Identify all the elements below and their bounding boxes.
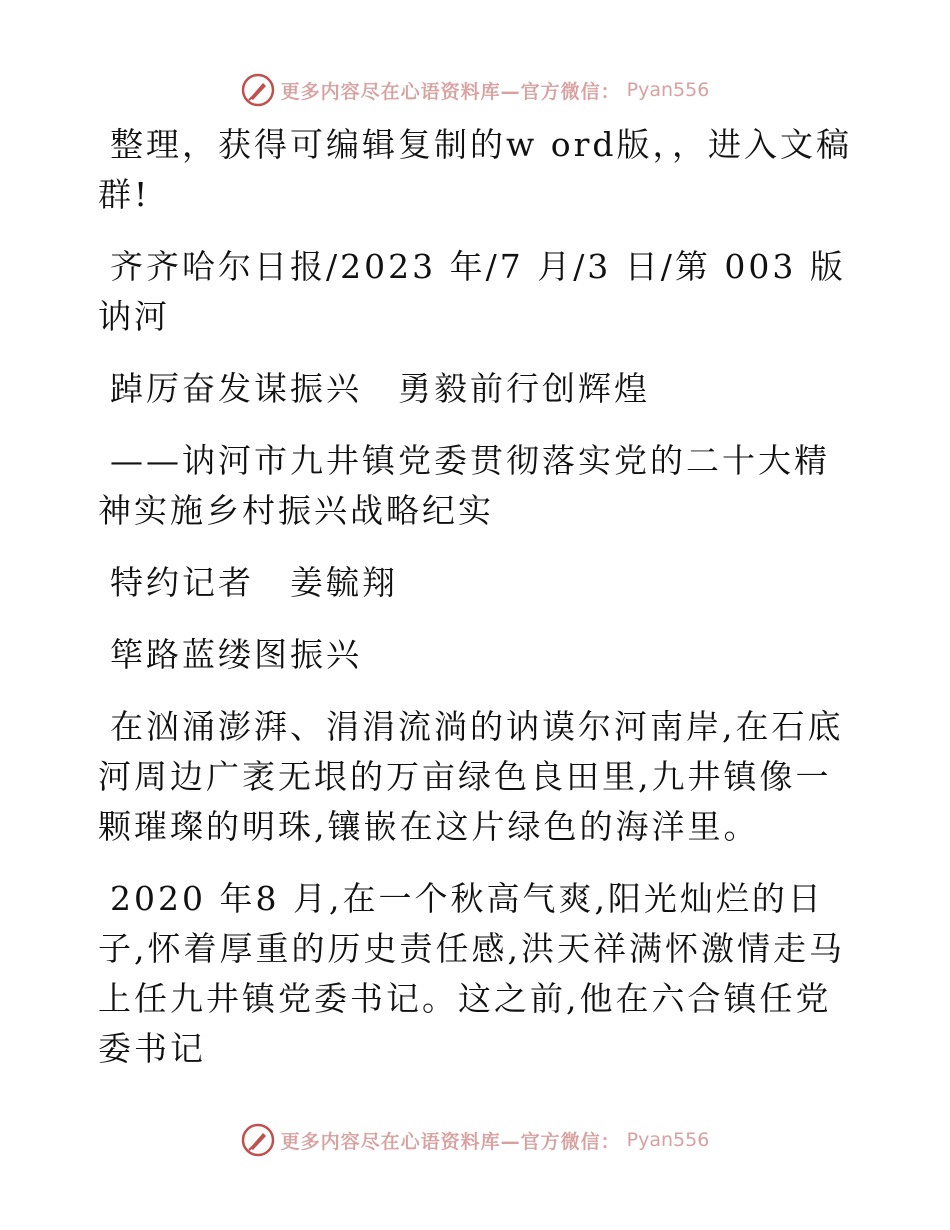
watermark-wechat-id: Pyan556 <box>626 79 710 101</box>
watermark-text: 更多内容尽在心语资料库—官方微信： <box>280 1130 621 1153</box>
article-subtitle: ——讷河市九井镇党委贯彻落实党的二十大精神实施乡村振兴战略纪实 <box>98 441 830 530</box>
paragraph-source: 齐齐哈尔日报/2023 年/7 月/3 日/第 003 版讷河 <box>98 247 846 336</box>
paragraph-body-2: 2020 年8 月,在一个秋高气爽,阳光灿烂的日子,怀着厚重的历史责任感,洪天祥满怀激情走马上任九井镇党委书记。这之前,他在六合镇任党委书记 <box>98 879 845 1068</box>
watermark-footer <box>0 1120 950 1160</box>
quill-seal-icon <box>241 1123 275 1157</box>
section-heading: 筚路蓝缕图振兴 <box>110 635 362 674</box>
watermark-header <box>0 70 950 110</box>
paragraph-body-1: 在汹涌澎湃、涓涓流淌的讷谟尔河南岸,在石底河周边广袤无垠的万亩绿色良田里,九井镇像一颗璀璨的明珠,镶嵌在这片绿色的海洋里。 <box>98 707 844 846</box>
watermark-text: 更多内容尽在心语资料库—官方微信： <box>280 80 621 103</box>
document-body <box>98 120 858 1096</box>
quill-seal-icon <box>241 73 275 107</box>
article-byline: 特约记者 姜毓翔 <box>110 563 398 602</box>
article-title: 踔厉奋发谋振兴 勇毅前行创辉煌 <box>110 369 650 408</box>
watermark-wechat-id: Pyan556 <box>626 1129 710 1151</box>
paragraph-intro: 整理，获得可编辑复制的w ord版，，进入文稿群! <box>98 125 853 214</box>
